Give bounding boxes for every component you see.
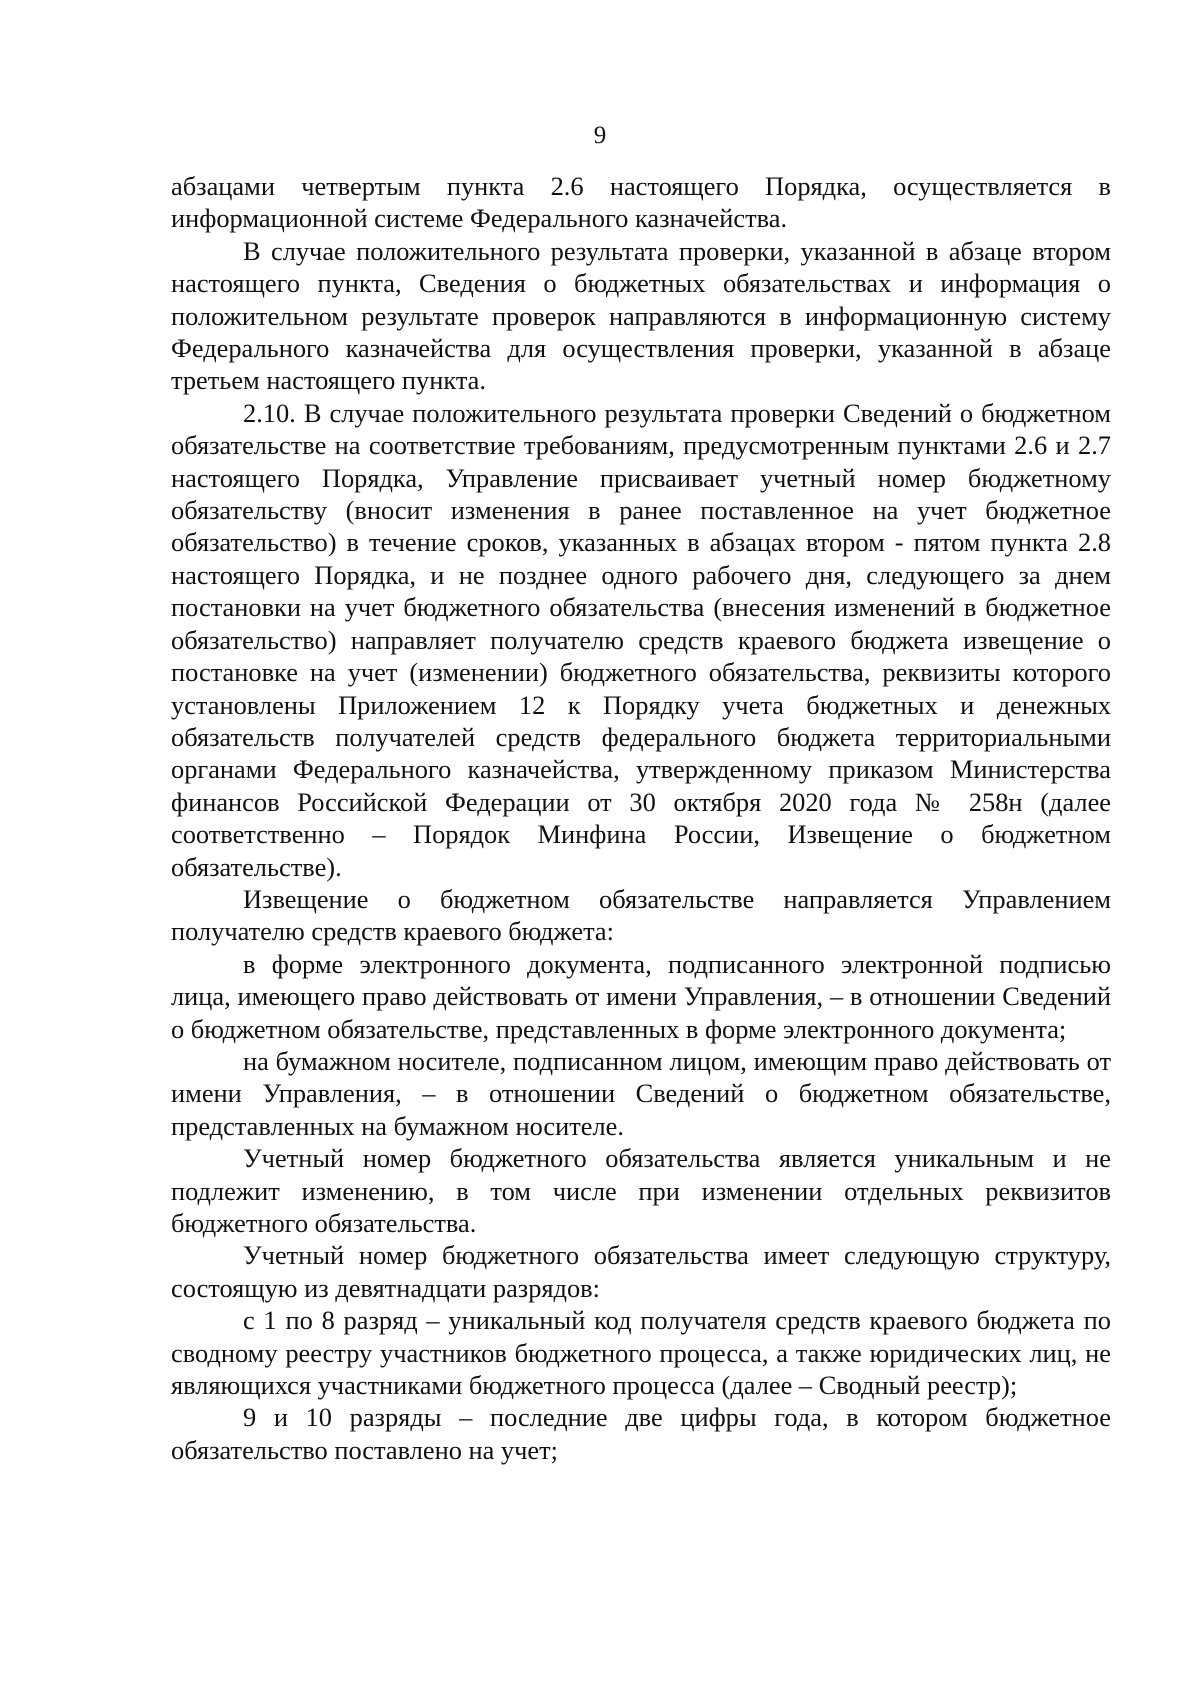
paragraph-continuation: абзацами четвертым пункта 2.6 настоящего Порядка, осуществляется в информационной системе Федерального казначейства.	[171, 171, 1111, 234]
document-body	[171, 170, 1111, 1466]
paragraph: В случае положительного результата проверки, указанной в абзаце втором настоящего пункта, Сведения о бюджетных обязательствах и информация о положительном результате проверок направляются в информационную систему Федерального казначейства для осуществления проверки, указанной в абзаце третьем настоящего пункта.	[171, 235, 1111, 396]
paragraph: Извещение о бюджетном обязательстве направляется Управлением получателю средств краевого бюджета:	[171, 883, 1111, 947]
paragraph: 9 и 10 разряды – последние две цифры года, в котором бюджетное обязательство поставлено на учет;	[171, 1402, 1111, 1465]
paragraph: с 1 по 8 разряд – уникальный код получателя средств краевого бюджета по сводному реестру участников бюджетного процесса, а также юридических лиц, не являющихся участниками бюджетного процесса (далее – Сводный реестр);	[171, 1305, 1111, 1401]
paragraph: Учетный номер бюджетного обязательства имеет следующую структуру, состоящую из девятнадцати разрядов:	[171, 1240, 1111, 1303]
paragraph: Учетный номер бюджетного обязательства является уникальным и не подлежит изменению, в том числе при изменении отдельных реквизитов бюджетного обязательства.	[171, 1143, 1111, 1238]
page-number: 9	[593, 122, 607, 149]
paragraph: на бумажном носителе, подписанном лицом, имеющим право действовать от имени Управления, – в отношении Сведений о бюджетном обязательстве, представленных на бумажном носителе.	[171, 1045, 1111, 1141]
paragraph: в форме электронного документа, подписанного электронной подписью лица, имеющего право действовать от имени Управления, – в отношении Сведений о бюджетном обязательстве, представленных в форме электронного документа;	[171, 948, 1111, 1044]
paragraph-clause-2-10: 2.10. В случае положительного результата проверки Сведений о бюджетном обязательстве на соответствие требованиям, предусмотренным пунктами 2.6 и 2.7 настоящего Порядка, Управление присваивает учетный номер бюджетному обязательству (вносит изменения в ранее поставленное на учет бюджетное обязательство) в течение сроков, указанных в абзацах втором - пятом пункта 2.8 настоящего Порядка, и не позднее одного рабочего дня, следующего за днем постановки на учет бюджетного обязательства (внесения изменений в бюджетное обязательство) направляет получателю средств краевого бюджета извещение о постановке на учет (изменении) бюджетного обязательства, реквизиты которого установлены Приложением 12 к Порядку учета бюджетных и денежных обязательств получателей средств федерального бюджета территориальными органами Федерального казначейства, утвержденному приказом Министерства финансов Российской Федерации от 30 октября 2020 года № 258н (далее соответственно – Порядок Минфина России, Извещение о бюджетном обязательстве).	[171, 397, 1111, 882]
